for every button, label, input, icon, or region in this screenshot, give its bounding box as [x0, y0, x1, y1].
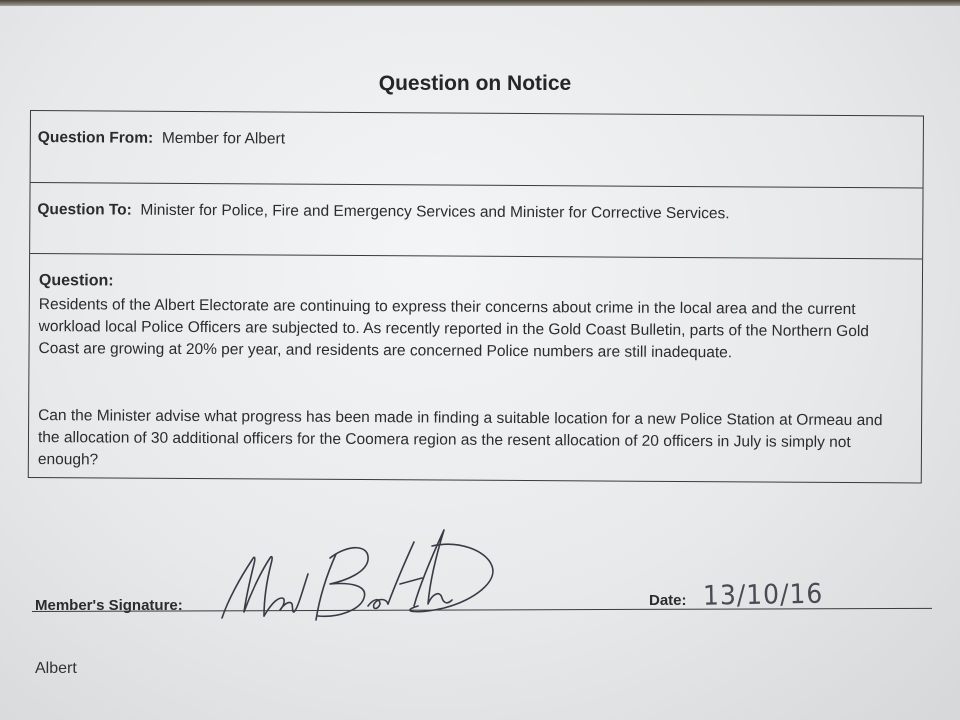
question-label: Question: — [38, 272, 114, 290]
handwritten-date: 13/10/16 — [702, 577, 824, 612]
question-to-row — [30, 183, 922, 259]
handwritten-signature — [218, 520, 498, 630]
question-from-label: Question From: — [37, 129, 154, 147]
member-signature-label: Member's Signature: — [35, 597, 183, 614]
document-title: Question on Notice — [378, 72, 572, 95]
question-from-row — [31, 111, 923, 188]
question-to-label: Question To: — [37, 201, 132, 219]
question-paragraph: Residents of the Albert Electorate are continuing to express their concerns about crime in the local area and the current workload local Police Officers are subjected to. As recently reported in the Gold Coast Bulletin, parts of the Northern Gold Coast are growing at 20% per year, and residents are concerned Police numbers are still inadequate. — [38, 296, 869, 362]
question-from-value: Member for Albert — [161, 129, 286, 148]
electorate-footer: Albert — [35, 660, 77, 677]
question-row — [29, 254, 922, 481]
question-to-value: Minister for Police, Fire and Emergency Services and Minister for Corrective Services. — [140, 201, 730, 223]
question-paragraph: Can the Minister advise what progress has been made in finding a suitable location for a new Police Station at Ormeau and the allocation of 30 additional officers for the Coomera region as the resent allocation of 20 officers in July is simply not enough? — [37, 407, 883, 469]
question-to-line — [37, 201, 729, 223]
date-label: Date: — [649, 592, 687, 609]
question-form-table — [28, 110, 924, 483]
question-from-line — [38, 129, 285, 149]
